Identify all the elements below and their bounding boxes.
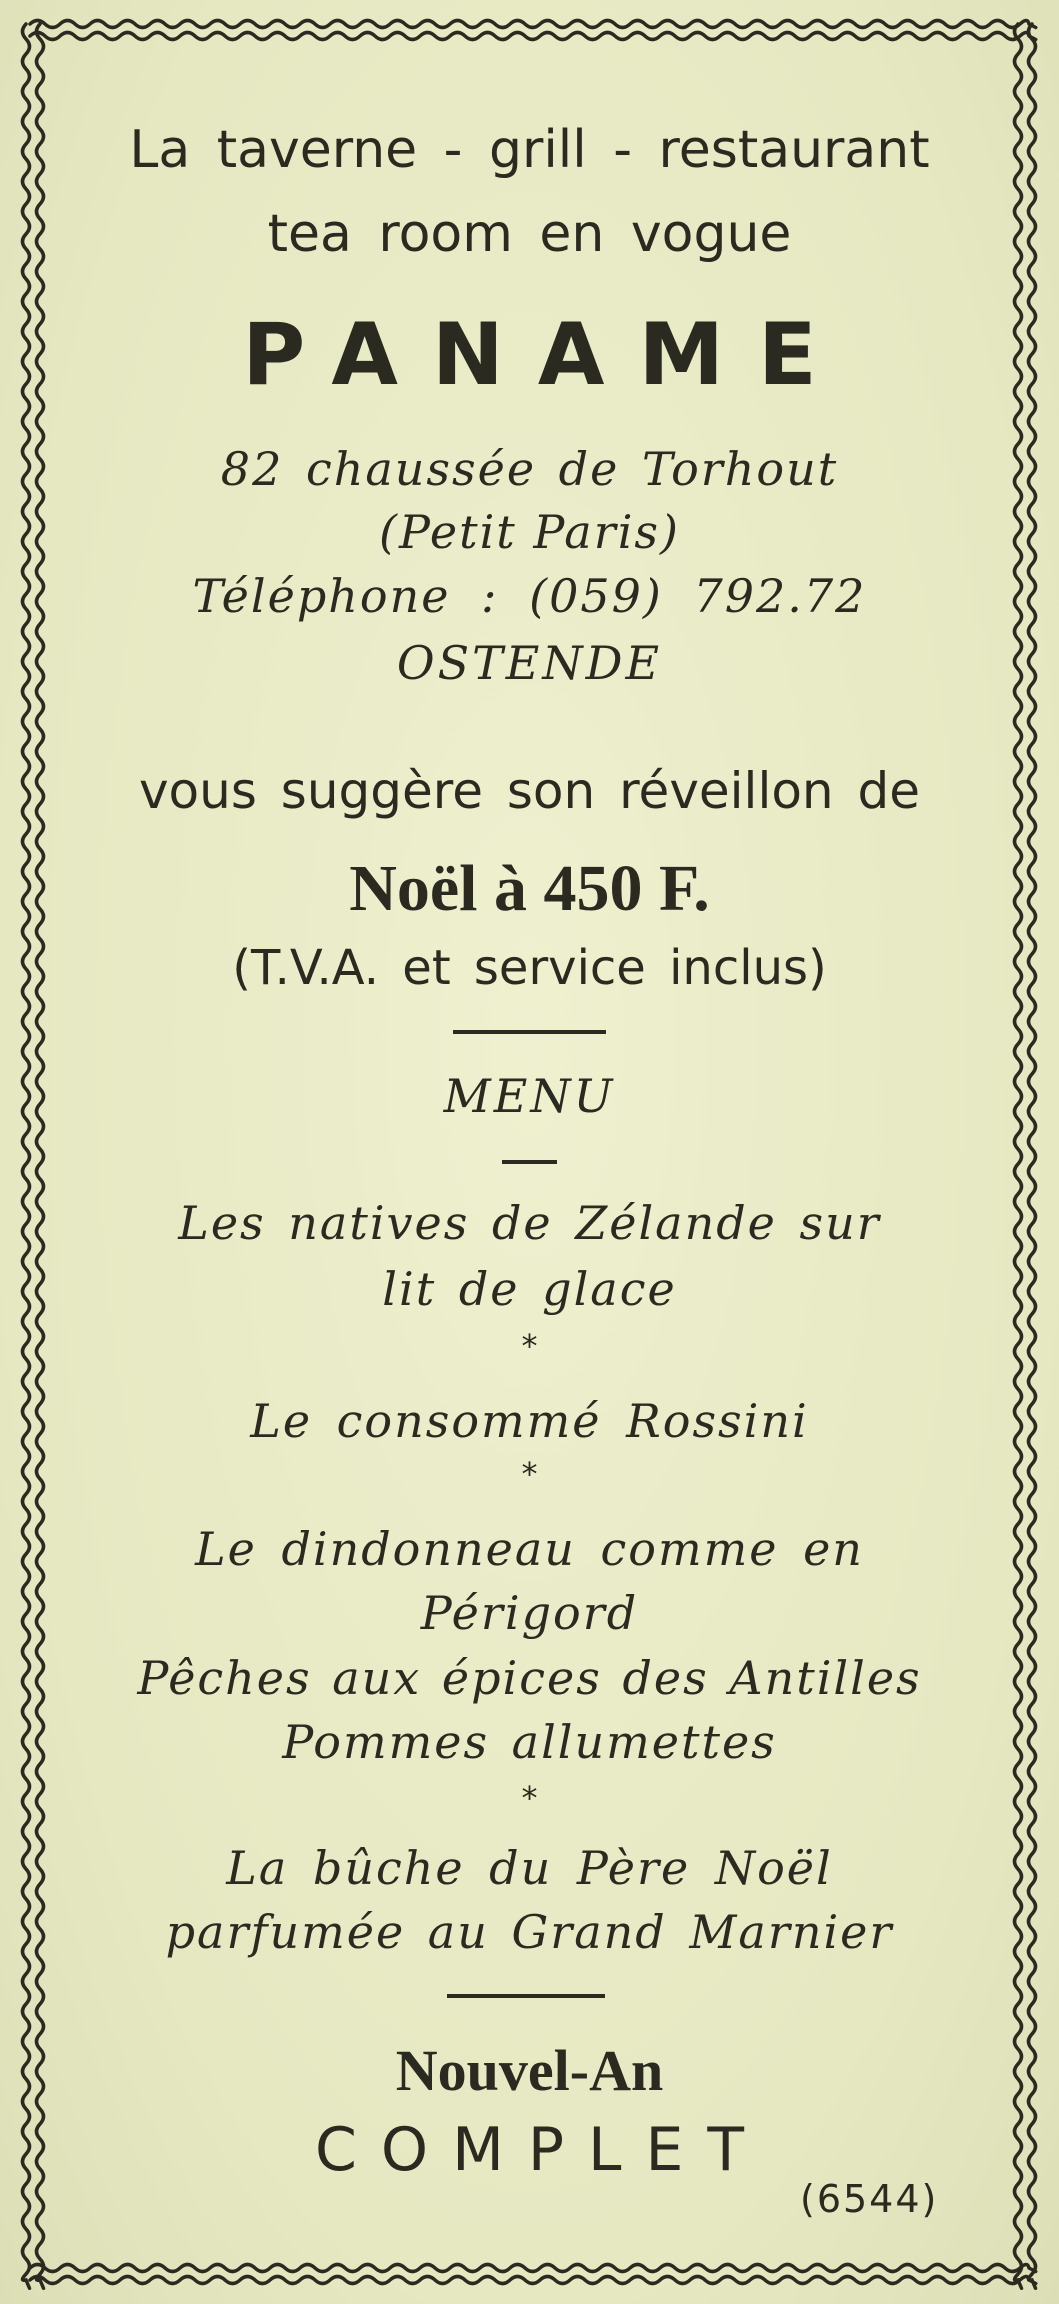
border-top (30, 21, 1036, 28)
new-year-status: COMPLET (314, 2115, 769, 2185)
course-3-line-4: Pommes allumettes (282, 1715, 777, 1769)
course-1-line-1: Les natives de Zélande sur (178, 1196, 881, 1250)
header-line-2: tea room en vogue (267, 204, 792, 264)
divider-top (453, 1030, 606, 1034)
address-city: OSTENDE (396, 636, 663, 690)
course-4-line-1: La bûche du Père Noël (226, 1841, 833, 1895)
phone-number: Téléphone : (059) 792.72 (192, 569, 867, 623)
offer-price: Noël à 450 F. (349, 852, 710, 925)
border-top-inner (30, 33, 1036, 40)
menu-title: MENU (443, 1069, 616, 1123)
course-3-line-1: Le dindonneau comme en (195, 1522, 864, 1576)
border-right-inner (1029, 24, 1036, 2288)
course-2: Le consommé Rossini (250, 1394, 809, 1448)
border-right (1015, 24, 1022, 2288)
new-year-heading: Nouvel-An (395, 2038, 664, 2103)
separator-star-3: * (521, 1779, 538, 1817)
border-left (23, 24, 30, 2288)
restaurant-name: PANAME (242, 305, 851, 405)
divider-menu (502, 1160, 557, 1164)
address-district: (Petit Paris) (379, 505, 680, 559)
separator-star-1: * (521, 1327, 538, 1365)
course-3-line-2: Périgord (420, 1586, 639, 1640)
course-4-line-2: parfumée au Grand Marnier (165, 1905, 894, 1959)
border-bottom-inner (30, 2277, 1036, 2284)
border-left-inner (37, 24, 44, 2288)
offer-intro: vous suggère son réveillon de (138, 762, 921, 820)
separator-star-2: * (521, 1455, 538, 1493)
header-line-1: La taverne - grill - restaurant (129, 120, 930, 180)
offer-note: (T.V.A. et service inclus) (232, 940, 827, 996)
course-1-line-2: lit de glace (382, 1262, 677, 1316)
divider-bottom (447, 1994, 605, 1998)
border-bottom (30, 2265, 1036, 2272)
course-3-line-3: Pêches aux épices des Antilles (137, 1651, 922, 1705)
address-street: 82 chaussée de Torhout (220, 442, 839, 496)
reference-number: (6544) (800, 2177, 939, 2221)
